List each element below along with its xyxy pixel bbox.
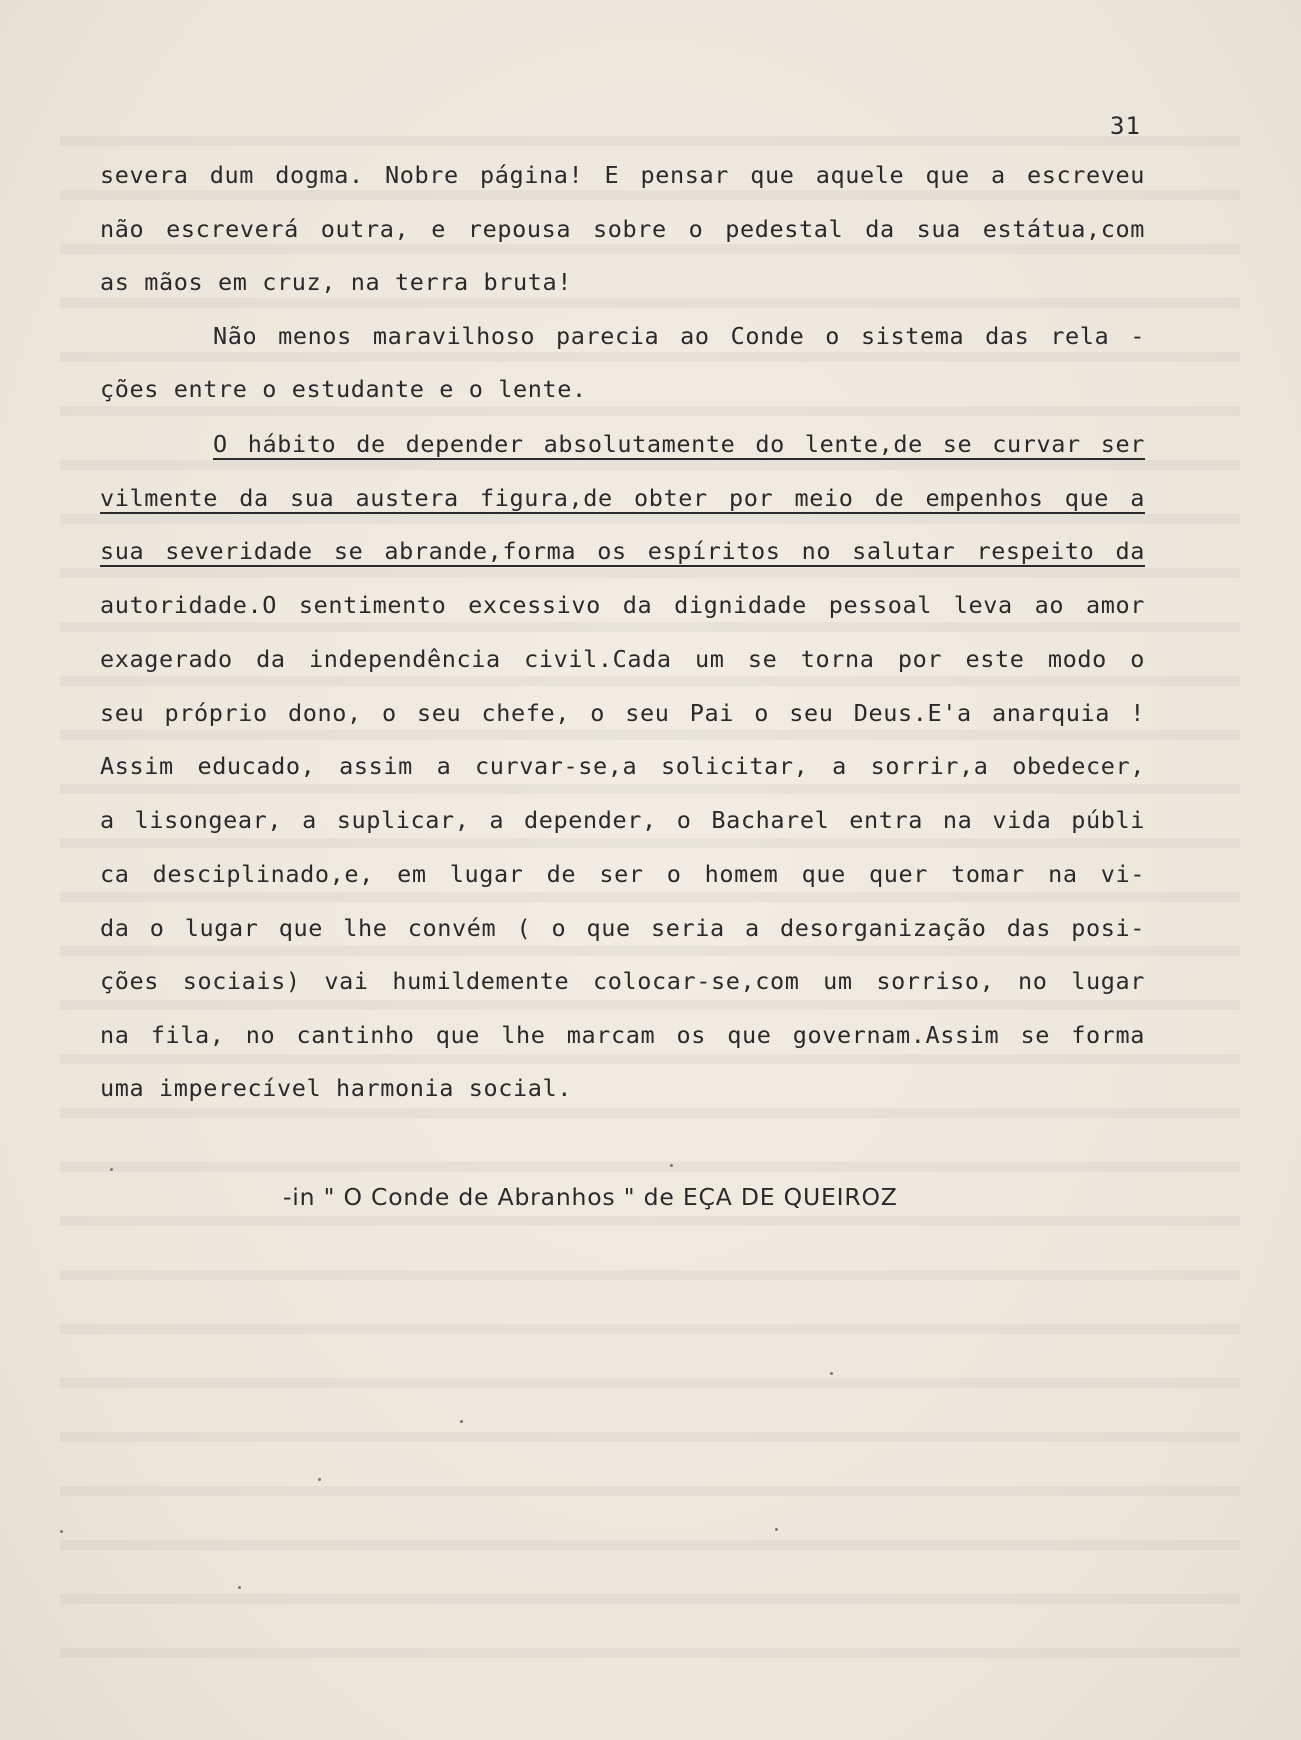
citation: -in " O Conde de Abranhos " de EÇA DE QUEIROZ [283, 1183, 898, 1211]
text-line: ca desciplinado,e, em lugar de ser o homem que quer tomar na vi- [100, 860, 1145, 888]
text-line: as mãos em cruz, na terra bruta! [100, 268, 572, 296]
paper-speck [670, 1164, 673, 1167]
paper-speck [238, 1586, 241, 1589]
page-number: 31 [1110, 112, 1141, 140]
paper-speck [775, 1528, 778, 1531]
underlined-line: O hábito de depender absolutamente do lente,de se curvar ser [213, 430, 1145, 458]
text-line: autoridade.O sentimento excessivo da dignidade pessoal leva ao amor [100, 591, 1145, 619]
text-line: Não menos maravilhoso parecia ao Conde o sistema das rela - [213, 322, 1145, 350]
paper-speck [460, 1420, 463, 1423]
paper-speck [830, 1372, 833, 1375]
text-line: ções sociais) vai humildemente colocar-se,com um sorriso, no lugar [100, 967, 1145, 995]
text-line: na fila, no cantinho que lhe marcam os que governam.Assim se forma [100, 1021, 1145, 1049]
text-line: ções entre o estudante e o lente. [100, 375, 587, 403]
paper-speck [60, 1530, 63, 1533]
text-line: uma imperecível harmonia social. [100, 1074, 572, 1102]
text-line: exagerado da independência civil.Cada um se torna por este modo o [100, 645, 1145, 673]
underlined-line: vilmente da sua austera figura,de obter por meio de empenhos que a [100, 484, 1145, 512]
text-line: da o lugar que lhe convém ( o que seria a desorganização das posi- [100, 914, 1145, 942]
text-line: seu próprio dono, o seu chefe, o seu Pai o seu Deus.E'a anarquia ! [100, 699, 1145, 727]
paper-speck [318, 1478, 321, 1481]
text-line: não escreverá outra, e repousa sobre o pedestal da sua estátua,com [100, 215, 1145, 243]
text-line: a lisongear, a suplicar, a depender, o Bacharel entra na vida públi [100, 806, 1145, 834]
text-line: Assim educado, assim a curvar-se,a solicitar, a sorrir,a obedecer, [100, 752, 1145, 780]
paper-speck [110, 1168, 113, 1171]
underlined-line: sua severidade se abrande,forma os espíritos no salutar respeito da [100, 537, 1145, 565]
text-line: severa dum dogma. Nobre página! E pensar que aquele que a escreveu [100, 161, 1145, 189]
